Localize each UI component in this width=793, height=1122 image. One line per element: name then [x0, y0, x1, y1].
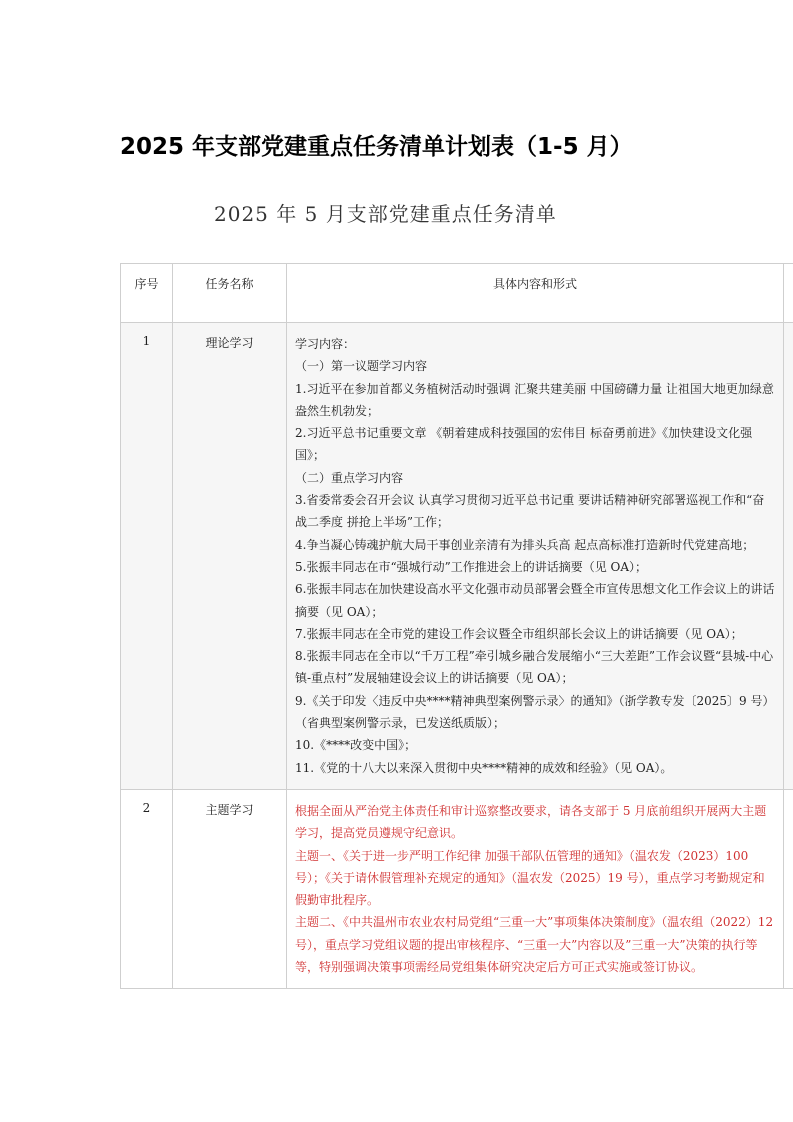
task-table: [120, 263, 793, 989]
content-line: 学习内容：: [295, 337, 356, 351]
row-content: [287, 790, 784, 988]
row-seq: 2: [121, 790, 173, 988]
content-line: 2.习近平总书记重要文章 《朝着建成科技强国的宏伟目 标奋勇前进》《加快建设文化强国》；: [295, 426, 753, 463]
row-task-name: 主题学习: [173, 790, 287, 988]
table-row: [121, 323, 793, 790]
content-line: 根据全面从严治党主体责任和审计巡察整改要求，请各支部于 5 月底前组织开展两大主题学习，提高党员遵规守纪意识。: [295, 803, 767, 841]
content-line: 4.争当凝心铸魂护航大局干事创业亲清有为排头兵高 起点高标准打造新时代党建高地；: [295, 537, 755, 552]
table-header-row: [121, 264, 793, 323]
row-content: [287, 323, 784, 789]
content-line: 3.省委常委会召开会议 认真学习贯彻习近平总书记重 要讲话精神研究部署巡视工作和“奋战二季度 拼抢上半场”工作；: [295, 493, 765, 530]
content-line: 9.《关于印发〈违反中央****精神典型案例警示录〉的通知》（浙学教专发〔2025〕9 号）（省典型案例警示录，已发送纸质版）；: [295, 693, 775, 731]
header-task-name: 任务名称: [173, 264, 287, 322]
header-seq: 序号: [121, 264, 173, 322]
row-seq: 1: [121, 323, 173, 789]
row-task-name: 理论学习: [173, 323, 287, 789]
content-line: 1.习近平在参加首都义务植树活动时强调 汇聚共建美丽 中国磅礴力量 让祖国大地更加绿意盎然生机勃发；: [295, 381, 774, 418]
content-line: 7.张振丰同志在全市党的建设工作会议暨全市组织部长会议上的讲话摘要（见 OA）；: [295, 626, 743, 641]
header-content: 具体内容和形式: [287, 264, 784, 322]
page-title: 2025 年支部党建重点任务清单计划表（1-5 月）: [120, 134, 633, 160]
content-line: （一）第一议题学习内容: [295, 359, 428, 374]
content-line: 11.《党的十八大以来深入贯彻中央****精神的成效和经验》（见 OA）。: [295, 760, 673, 775]
table-row: [121, 790, 793, 989]
row-extra-column: [784, 323, 793, 789]
header-extra-column: [784, 264, 793, 322]
row-extra-column: [784, 790, 793, 988]
content-line: 主题二、《中共温州市农业农村局党组“三重一大”事项集体决策制度》（温农组（2022）12 号），重点学习党组议题的提出审核程序、“三重一大”内容以及”三重一大”决策的执行等等，特别强调决策事项需经局党组集体研究决定后方可正式实施或签订协议。: [295, 915, 774, 975]
page-subtitle: 2025 年 5 月支部党建重点任务清单: [214, 202, 557, 226]
content-line: 8.张振丰同志在全市以“千万工程”牵引城乡融合发展缩小“三大差距”工作会议暨“县城-中心镇-重点村”发展轴建设会议上的讲话摘要（见 OA）；: [295, 649, 774, 686]
content-line: （二）重点学习内容: [295, 470, 404, 485]
content-line: 10.《****改变中国》；: [295, 738, 417, 753]
content-line: 6.张振丰同志在加快建设高水平文化强市动员部署会暨全市宣传思想文化工作会议上的讲话摘要（见 OA）；: [295, 582, 775, 619]
content-line: 5.张振丰同志在市“强城行动”工作推进会上的讲话摘要（见 OA）；: [295, 559, 648, 574]
content-line: 主题一、《关于进一步严明工作纪律 加强干部队伍管理的通知》（温农发（2023）100 号）；《关于请休假管理补充规定的通知》（温农发（2025）19 号），重点学习考勤规定和假勤审批程序。: [295, 848, 765, 908]
